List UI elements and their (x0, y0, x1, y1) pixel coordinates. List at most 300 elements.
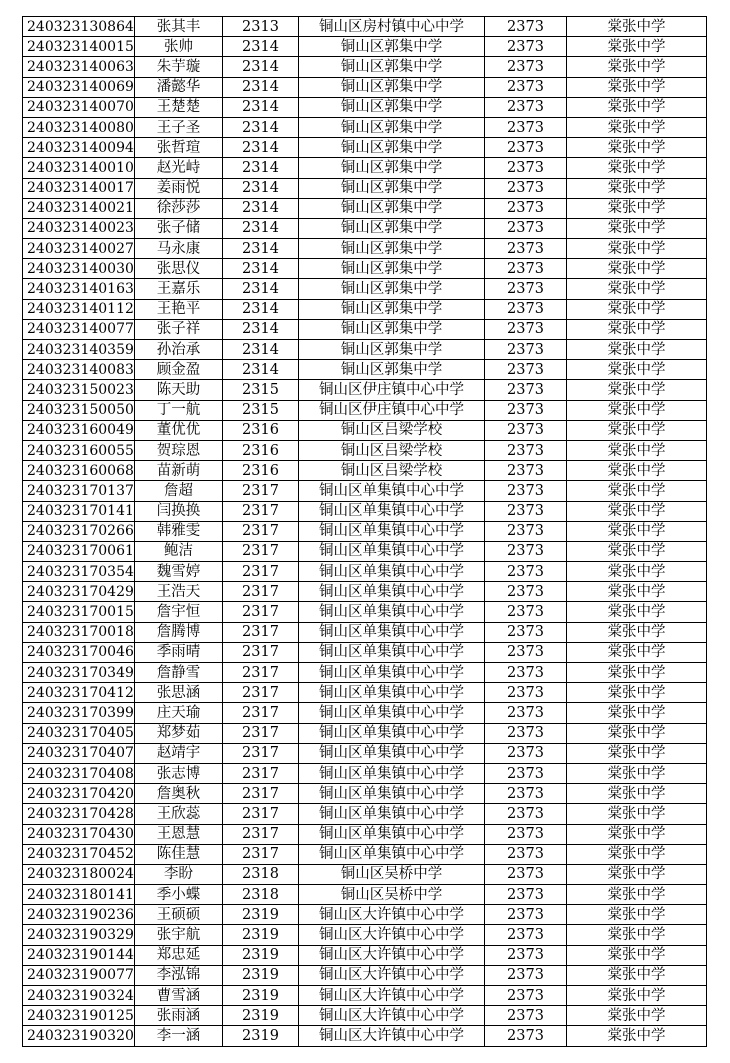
target-school-cell: 棠张中学 (567, 562, 707, 582)
school-code-cell: 2317 (223, 481, 299, 501)
school-name-cell: 铜山区单集镇中心中学 (299, 763, 485, 783)
target-school-cell: 棠张中学 (567, 986, 707, 1006)
school-code-cell: 2314 (223, 218, 299, 238)
school-code-cell: 2317 (223, 763, 299, 783)
table-row (23, 925, 707, 945)
student-name-cell: 张志博 (135, 763, 223, 783)
school-name-cell: 铜山区郭集中学 (299, 239, 485, 259)
school-code-cell: 2314 (223, 259, 299, 279)
table-row (23, 420, 707, 440)
school-code-cell: 2317 (223, 844, 299, 864)
student-id-cell: 240323170137 (23, 481, 135, 501)
target-code-cell: 2373 (485, 582, 567, 602)
school-name-cell: 铜山区郭集中学 (299, 57, 485, 77)
school-code-cell: 2314 (223, 178, 299, 198)
table-row (23, 582, 707, 602)
student-id-cell: 240323170452 (23, 844, 135, 864)
student-name-cell: 王楚楚 (135, 97, 223, 117)
target-school-cell: 棠张中学 (567, 97, 707, 117)
school-name-cell: 铜山区单集镇中心中学 (299, 844, 485, 864)
target-school-cell: 棠张中学 (567, 663, 707, 683)
target-code-cell: 2373 (485, 844, 567, 864)
school-code-cell: 2315 (223, 400, 299, 420)
school-name-cell: 铜山区郭集中学 (299, 158, 485, 178)
target-school-cell: 棠张中学 (567, 117, 707, 137)
school-code-cell: 2317 (223, 521, 299, 541)
student-name-cell: 陈天助 (135, 380, 223, 400)
student-name-cell: 王艳平 (135, 299, 223, 319)
target-code-cell: 2373 (485, 885, 567, 905)
school-name-cell: 铜山区吴桥中学 (299, 864, 485, 884)
table-row (23, 683, 707, 703)
target-school-cell: 棠张中学 (567, 37, 707, 57)
student-name-cell: 朱芋璇 (135, 57, 223, 77)
target-code-cell: 2373 (485, 864, 567, 884)
student-name-cell: 郑忠延 (135, 945, 223, 965)
school-code-cell: 2319 (223, 905, 299, 925)
table-body (23, 17, 707, 1047)
student-name-cell: 韩雅雯 (135, 521, 223, 541)
target-school-cell: 棠张中学 (567, 582, 707, 602)
student-id-cell: 240323140070 (23, 97, 135, 117)
student-name-cell: 王欣蕊 (135, 804, 223, 824)
student-id-cell: 240323190324 (23, 986, 135, 1006)
school-name-cell: 铜山区伊庄镇中心中学 (299, 380, 485, 400)
target-school-cell: 棠张中学 (567, 1006, 707, 1026)
student-name-cell: 王硕硕 (135, 905, 223, 925)
student-name-cell: 苗新萌 (135, 461, 223, 481)
student-id-cell: 240323170412 (23, 683, 135, 703)
target-school-cell: 棠张中学 (567, 885, 707, 905)
school-name-cell: 铜山区郭集中学 (299, 97, 485, 117)
table-row (23, 158, 707, 178)
school-name-cell: 铜山区吕梁学校 (299, 420, 485, 440)
target-code-cell: 2373 (485, 420, 567, 440)
student-name-cell: 陈佳慧 (135, 844, 223, 864)
target-school-cell: 棠张中学 (567, 178, 707, 198)
student-id-cell: 240323140027 (23, 239, 135, 259)
table-row (23, 461, 707, 481)
student-name-cell: 张思仪 (135, 259, 223, 279)
target-code-cell: 2373 (485, 703, 567, 723)
target-code-cell: 2373 (485, 824, 567, 844)
student-id-cell: 240323140112 (23, 299, 135, 319)
student-id-cell: 240323190077 (23, 965, 135, 985)
school-name-cell: 铜山区大许镇中心中学 (299, 945, 485, 965)
target-school-cell: 棠张中学 (567, 541, 707, 561)
table-row (23, 784, 707, 804)
school-name-cell: 铜山区单集镇中心中学 (299, 683, 485, 703)
student-name-cell: 姜雨悦 (135, 178, 223, 198)
target-school-cell: 棠张中学 (567, 804, 707, 824)
school-name-cell: 铜山区大许镇中心中学 (299, 925, 485, 945)
target-school-cell: 棠张中学 (567, 1026, 707, 1046)
student-id-cell: 240323170046 (23, 642, 135, 662)
student-id-cell: 240323140094 (23, 138, 135, 158)
school-name-cell: 铜山区大许镇中心中学 (299, 965, 485, 985)
student-id-cell: 240323170018 (23, 622, 135, 642)
table-row (23, 663, 707, 683)
target-code-cell: 2373 (485, 461, 567, 481)
table-row (23, 945, 707, 965)
student-id-cell: 240323140017 (23, 178, 135, 198)
table-row (23, 521, 707, 541)
school-name-cell: 铜山区郭集中学 (299, 279, 485, 299)
table-row (23, 440, 707, 460)
target-school-cell: 棠张中学 (567, 844, 707, 864)
school-code-cell: 2318 (223, 864, 299, 884)
target-school-cell: 棠张中学 (567, 501, 707, 521)
target-school-cell: 棠张中学 (567, 481, 707, 501)
school-code-cell: 2314 (223, 158, 299, 178)
school-code-cell: 2317 (223, 743, 299, 763)
school-name-cell: 铜山区单集镇中心中学 (299, 703, 485, 723)
school-name-cell: 铜山区郭集中学 (299, 299, 485, 319)
school-code-cell: 2314 (223, 37, 299, 57)
student-name-cell: 鲍洁 (135, 541, 223, 561)
target-school-cell: 棠张中学 (567, 763, 707, 783)
student-id-cell: 240323170266 (23, 521, 135, 541)
student-name-cell: 季雨晴 (135, 642, 223, 662)
student-id-cell: 240323150050 (23, 400, 135, 420)
school-code-cell: 2317 (223, 824, 299, 844)
table-row (23, 602, 707, 622)
target-code-cell: 2373 (485, 198, 567, 218)
target-code-cell: 2373 (485, 37, 567, 57)
table-row (23, 501, 707, 521)
student-id-cell: 240323140023 (23, 218, 135, 238)
school-name-cell: 铜山区伊庄镇中心中学 (299, 400, 485, 420)
target-code-cell: 2373 (485, 380, 567, 400)
table-row (23, 743, 707, 763)
student-id-cell: 240323190144 (23, 945, 135, 965)
target-code-cell: 2373 (485, 743, 567, 763)
student-name-cell: 张帅 (135, 37, 223, 57)
school-code-cell: 2317 (223, 683, 299, 703)
target-school-cell: 棠张中学 (567, 864, 707, 884)
target-code-cell: 2373 (485, 481, 567, 501)
student-id-cell: 240323160055 (23, 440, 135, 460)
target-code-cell: 2373 (485, 218, 567, 238)
school-code-cell: 2314 (223, 299, 299, 319)
school-name-cell: 铜山区郭集中学 (299, 218, 485, 238)
school-code-cell: 2318 (223, 885, 299, 905)
school-name-cell: 铜山区吕梁学校 (299, 461, 485, 481)
school-code-cell: 2317 (223, 622, 299, 642)
table-row (23, 218, 707, 238)
school-name-cell: 铜山区吴桥中学 (299, 885, 485, 905)
target-school-cell: 棠张中学 (567, 440, 707, 460)
table-row (23, 360, 707, 380)
student-id-cell: 240323150023 (23, 380, 135, 400)
table-row (23, 400, 707, 420)
table-row (23, 198, 707, 218)
school-name-cell: 铜山区大许镇中心中学 (299, 1006, 485, 1026)
student-id-cell: 240323170141 (23, 501, 135, 521)
school-name-cell: 铜山区单集镇中心中学 (299, 642, 485, 662)
target-code-cell: 2373 (485, 642, 567, 662)
table-row (23, 319, 707, 339)
student-id-cell: 240323140021 (23, 198, 135, 218)
student-name-cell: 王嘉乐 (135, 279, 223, 299)
school-name-cell: 铜山区郭集中学 (299, 340, 485, 360)
student-id-cell: 240323140010 (23, 158, 135, 178)
target-code-cell: 2373 (485, 804, 567, 824)
student-name-cell: 季小蝶 (135, 885, 223, 905)
school-code-cell: 2314 (223, 239, 299, 259)
student-id-cell: 240323190236 (23, 905, 135, 925)
student-name-cell: 马永康 (135, 239, 223, 259)
table-row (23, 703, 707, 723)
target-code-cell: 2373 (485, 77, 567, 97)
target-code-cell: 2373 (485, 925, 567, 945)
target-code-cell: 2373 (485, 440, 567, 460)
school-code-cell: 2317 (223, 703, 299, 723)
school-code-cell: 2319 (223, 965, 299, 985)
student-name-cell: 董优优 (135, 420, 223, 440)
student-id-cell: 240323170061 (23, 541, 135, 561)
school-code-cell: 2317 (223, 602, 299, 622)
target-code-cell: 2373 (485, 178, 567, 198)
student-id-cell: 240323140080 (23, 117, 135, 137)
target-school-cell: 棠张中学 (567, 299, 707, 319)
school-code-cell: 2314 (223, 138, 299, 158)
target-school-cell: 棠张中学 (567, 925, 707, 945)
student-id-cell: 240323140359 (23, 340, 135, 360)
table-row (23, 178, 707, 198)
student-name-cell: 闫换换 (135, 501, 223, 521)
target-school-cell: 棠张中学 (567, 723, 707, 743)
student-name-cell: 顾金盈 (135, 360, 223, 380)
target-school-cell: 棠张中学 (567, 380, 707, 400)
student-name-cell: 张其丰 (135, 17, 223, 37)
target-code-cell: 2373 (485, 57, 567, 77)
school-name-cell: 铜山区单集镇中心中学 (299, 804, 485, 824)
target-school-cell: 棠张中学 (567, 198, 707, 218)
school-code-cell: 2317 (223, 804, 299, 824)
table-row (23, 723, 707, 743)
school-code-cell: 2317 (223, 501, 299, 521)
target-code-cell: 2373 (485, 279, 567, 299)
target-school-cell: 棠张中学 (567, 319, 707, 339)
target-school-cell: 棠张中学 (567, 360, 707, 380)
student-name-cell: 詹超 (135, 481, 223, 501)
school-name-cell: 铜山区郭集中学 (299, 360, 485, 380)
student-id-cell: 240323170407 (23, 743, 135, 763)
student-name-cell: 庄天瑜 (135, 703, 223, 723)
school-code-cell: 2317 (223, 723, 299, 743)
target-school-cell: 棠张中学 (567, 340, 707, 360)
student-name-cell: 李泓锦 (135, 965, 223, 985)
student-id-cell: 240323170349 (23, 663, 135, 683)
school-code-cell: 2317 (223, 582, 299, 602)
target-code-cell: 2373 (485, 17, 567, 37)
target-code-cell: 2373 (485, 521, 567, 541)
table-row (23, 965, 707, 985)
student-id-cell: 240323170399 (23, 703, 135, 723)
school-name-cell: 铜山区大许镇中心中学 (299, 986, 485, 1006)
school-code-cell: 2314 (223, 97, 299, 117)
student-name-cell: 张哲瑄 (135, 138, 223, 158)
target-code-cell: 2373 (485, 340, 567, 360)
table-row (23, 340, 707, 360)
school-code-cell: 2319 (223, 1006, 299, 1026)
target-school-cell: 棠张中学 (567, 683, 707, 703)
target-school-cell: 棠张中学 (567, 784, 707, 804)
target-school-cell: 棠张中学 (567, 905, 707, 925)
target-code-cell: 2373 (485, 602, 567, 622)
student-id-cell: 240323190320 (23, 1026, 135, 1046)
target-code-cell: 2373 (485, 239, 567, 259)
school-code-cell: 2317 (223, 642, 299, 662)
target-school-cell: 棠张中学 (567, 420, 707, 440)
school-code-cell: 2314 (223, 279, 299, 299)
target-school-cell: 棠张中学 (567, 622, 707, 642)
school-name-cell: 铜山区单集镇中心中学 (299, 562, 485, 582)
table-row (23, 1006, 707, 1026)
student-id-cell: 240323170015 (23, 602, 135, 622)
student-name-cell: 郑梦茹 (135, 723, 223, 743)
target-code-cell: 2373 (485, 299, 567, 319)
table-row (23, 77, 707, 97)
school-code-cell: 2314 (223, 117, 299, 137)
student-name-cell: 詹静雪 (135, 663, 223, 683)
student-id-cell: 240323140063 (23, 57, 135, 77)
school-name-cell: 铜山区郭集中学 (299, 178, 485, 198)
target-code-cell: 2373 (485, 986, 567, 1006)
target-code-cell: 2373 (485, 945, 567, 965)
school-name-cell: 铜山区郭集中学 (299, 319, 485, 339)
school-code-cell: 2314 (223, 77, 299, 97)
student-name-cell: 张雨涵 (135, 1006, 223, 1026)
student-name-cell: 王浩天 (135, 582, 223, 602)
table-row (23, 239, 707, 259)
target-code-cell: 2373 (485, 158, 567, 178)
target-school-cell: 棠张中学 (567, 138, 707, 158)
student-id-cell: 240323160068 (23, 461, 135, 481)
target-code-cell: 2373 (485, 360, 567, 380)
school-name-cell: 铜山区大许镇中心中学 (299, 905, 485, 925)
school-code-cell: 2314 (223, 198, 299, 218)
target-code-cell: 2373 (485, 259, 567, 279)
student-name-cell: 李盼 (135, 864, 223, 884)
student-name-cell: 徐莎莎 (135, 198, 223, 218)
school-code-cell: 2319 (223, 925, 299, 945)
school-code-cell: 2314 (223, 57, 299, 77)
school-code-cell: 2317 (223, 562, 299, 582)
student-id-cell: 240323170405 (23, 723, 135, 743)
school-name-cell: 铜山区单集镇中心中学 (299, 602, 485, 622)
student-name-cell: 贺琮恩 (135, 440, 223, 460)
target-code-cell: 2373 (485, 663, 567, 683)
school-code-cell: 2319 (223, 945, 299, 965)
school-code-cell: 2313 (223, 17, 299, 37)
school-name-cell: 铜山区郭集中学 (299, 77, 485, 97)
table-row (23, 986, 707, 1006)
school-code-cell: 2314 (223, 319, 299, 339)
table-row (23, 864, 707, 884)
student-id-cell: 240323190125 (23, 1006, 135, 1026)
student-id-cell: 240323180024 (23, 864, 135, 884)
table-row (23, 844, 707, 864)
student-id-cell: 240323160049 (23, 420, 135, 440)
table-row (23, 380, 707, 400)
target-code-cell: 2373 (485, 905, 567, 925)
target-code-cell: 2373 (485, 138, 567, 158)
table-row (23, 1026, 707, 1046)
school-name-cell: 铜山区郭集中学 (299, 198, 485, 218)
target-school-cell: 棠张中学 (567, 461, 707, 481)
table-row (23, 541, 707, 561)
target-code-cell: 2373 (485, 784, 567, 804)
target-code-cell: 2373 (485, 622, 567, 642)
school-code-cell: 2317 (223, 663, 299, 683)
student-id-cell: 240323140030 (23, 259, 135, 279)
student-name-cell: 曹雪涵 (135, 986, 223, 1006)
table-row (23, 259, 707, 279)
school-name-cell: 铜山区单集镇中心中学 (299, 481, 485, 501)
school-name-cell: 铜山区郭集中学 (299, 138, 485, 158)
school-code-cell: 2314 (223, 360, 299, 380)
school-name-cell: 铜山区大许镇中心中学 (299, 1026, 485, 1046)
target-school-cell: 棠张中学 (567, 965, 707, 985)
target-code-cell: 2373 (485, 97, 567, 117)
school-name-cell: 铜山区单集镇中心中学 (299, 501, 485, 521)
student-id-cell: 240323170429 (23, 582, 135, 602)
student-id-cell: 240323140069 (23, 77, 135, 97)
target-school-cell: 棠张中学 (567, 77, 707, 97)
school-code-cell: 2316 (223, 461, 299, 481)
table-row (23, 138, 707, 158)
table-row (23, 562, 707, 582)
table-row (23, 824, 707, 844)
target-school-cell: 棠张中学 (567, 57, 707, 77)
student-id-cell: 240323170408 (23, 763, 135, 783)
student-id-cell: 240323130864 (23, 17, 135, 37)
table-row (23, 17, 707, 37)
school-name-cell: 铜山区单集镇中心中学 (299, 784, 485, 804)
target-school-cell: 棠张中学 (567, 703, 707, 723)
school-name-cell: 铜山区郭集中学 (299, 117, 485, 137)
target-school-cell: 棠张中学 (567, 521, 707, 541)
target-school-cell: 棠张中学 (567, 743, 707, 763)
school-code-cell: 2319 (223, 986, 299, 1006)
student-name-cell: 詹奥秋 (135, 784, 223, 804)
student-id-cell: 240323140015 (23, 37, 135, 57)
student-name-cell: 王恩慧 (135, 824, 223, 844)
student-id-cell: 240323170430 (23, 824, 135, 844)
target-code-cell: 2373 (485, 400, 567, 420)
table-row (23, 804, 707, 824)
table-row (23, 642, 707, 662)
school-code-cell: 2314 (223, 340, 299, 360)
school-code-cell: 2316 (223, 440, 299, 460)
student-name-cell: 李一涵 (135, 1026, 223, 1046)
target-code-cell: 2373 (485, 723, 567, 743)
target-school-cell: 棠张中学 (567, 945, 707, 965)
student-name-cell: 王子圣 (135, 117, 223, 137)
school-name-cell: 铜山区单集镇中心中学 (299, 723, 485, 743)
student-id-cell: 240323190329 (23, 925, 135, 945)
school-name-cell: 铜山区房村镇中心中学 (299, 17, 485, 37)
student-id-cell: 240323140083 (23, 360, 135, 380)
school-name-cell: 铜山区单集镇中心中学 (299, 622, 485, 642)
target-school-cell: 棠张中学 (567, 239, 707, 259)
target-school-cell: 棠张中学 (567, 400, 707, 420)
target-school-cell: 棠张中学 (567, 279, 707, 299)
table-row (23, 299, 707, 319)
student-name-cell: 魏雪婷 (135, 562, 223, 582)
